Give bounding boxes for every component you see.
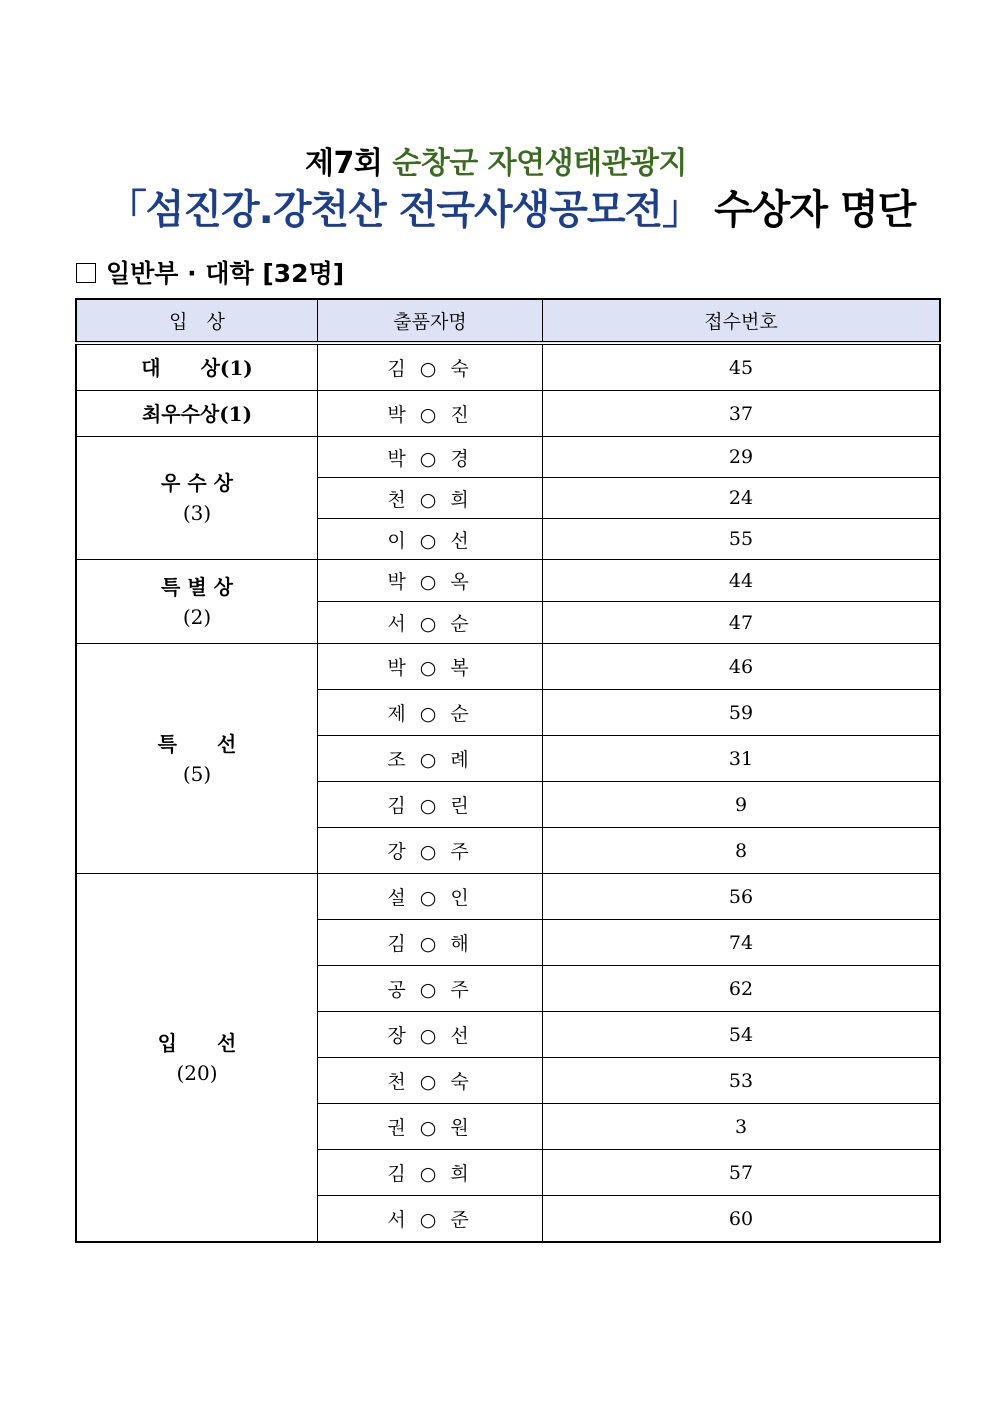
table-header-row: [76, 299, 940, 343]
entrant-name: 이 ○ 선: [318, 519, 543, 560]
entry-number: 74: [543, 920, 941, 966]
entrant-name: 조 ○ 례: [318, 736, 543, 782]
title-suffix: 수상자 명단: [714, 187, 916, 233]
entrant-name: 장 ○ 선: [318, 1012, 543, 1058]
award-cell: [76, 560, 318, 644]
entry-number: 59: [543, 690, 941, 736]
award-cell: [76, 391, 318, 437]
entry-number: 24: [543, 478, 941, 519]
award-count: (20): [176, 1060, 218, 1085]
entry-number: 37: [543, 391, 941, 437]
table-body: [76, 343, 940, 1242]
table-row: [76, 343, 940, 391]
entrant-name: 김 ○ 숙: [318, 343, 543, 391]
entry-number: 57: [543, 1150, 941, 1196]
entrant-name: 설 ○ 인: [318, 874, 543, 920]
award-label: 대 상(1): [141, 355, 253, 380]
entry-number: 8: [543, 828, 941, 874]
table-row: [76, 391, 940, 437]
entrant-name: 박 ○ 진: [318, 391, 543, 437]
header-award: 입 상: [76, 299, 318, 343]
entrant-name: 박 ○ 경: [318, 437, 543, 478]
table-row: [76, 437, 940, 478]
entry-number: 3: [543, 1104, 941, 1150]
entry-number: 44: [543, 560, 941, 602]
award-label: 특 선: [157, 731, 237, 756]
entry-number: 45: [543, 343, 941, 391]
award-label: 우 수 상: [161, 471, 233, 495]
title-prefix: 제7회: [304, 146, 383, 181]
entry-number: 47: [543, 602, 941, 644]
entrant-name: 김 ○ 희: [318, 1150, 543, 1196]
header-name: 출품자명: [318, 299, 543, 343]
entrant-name: 박 ○ 복: [318, 644, 543, 690]
table-row: [76, 874, 940, 920]
award-cell: [76, 437, 318, 560]
entrant-name: 제 ○ 순: [318, 690, 543, 736]
award-count: (3): [182, 501, 212, 525]
contest-name: 「섬진강.강천산 전국사생공모전」: [106, 187, 702, 233]
entry-number: 31: [543, 736, 941, 782]
award-label: 입 선: [157, 1030, 237, 1055]
entry-number: 54: [543, 1012, 941, 1058]
section-heading: [76, 254, 344, 290]
entry-number: 55: [543, 519, 941, 560]
square-bullet-icon: [76, 263, 96, 283]
entrant-name: 천 ○ 희: [318, 478, 543, 519]
entrant-name: 공 ○ 주: [318, 966, 543, 1012]
award-cell: [76, 343, 318, 391]
document-title-line1: [0, 138, 992, 182]
entry-number: 46: [543, 644, 941, 690]
header-number: 접수번호: [543, 299, 941, 343]
entrant-name: 김 ○ 해: [318, 920, 543, 966]
table-row: [76, 644, 940, 690]
award-label: 최우수상(1): [141, 401, 253, 426]
title-location: 순창군 자연생태관광지: [392, 146, 688, 181]
award-cell: [76, 874, 318, 1243]
entrant-name: 김 ○ 린: [318, 782, 543, 828]
award-count: (5): [182, 761, 212, 786]
table-row: [76, 560, 940, 602]
entry-number: 53: [543, 1058, 941, 1104]
entrant-name: 강 ○ 주: [318, 828, 543, 874]
entry-number: 56: [543, 874, 941, 920]
winners-table: [75, 298, 941, 1243]
entry-number: 60: [543, 1196, 941, 1243]
entrant-name: 서 ○ 순: [318, 602, 543, 644]
award-count: (2): [182, 604, 212, 629]
entry-number: 29: [543, 437, 941, 478]
document-title-line2: [0, 178, 992, 235]
entry-number: 62: [543, 966, 941, 1012]
award-cell: [76, 644, 318, 874]
entrant-name: 서 ○ 준: [318, 1196, 543, 1243]
entry-number: 9: [543, 782, 941, 828]
award-label: 특 별 상: [161, 574, 233, 599]
entrant-name: 권 ○ 원: [318, 1104, 543, 1150]
entrant-name: 박 ○ 옥: [318, 560, 543, 602]
entrant-name: 천 ○ 숙: [318, 1058, 543, 1104]
section-label: 일반부 · 대학 [32명]: [106, 259, 345, 288]
